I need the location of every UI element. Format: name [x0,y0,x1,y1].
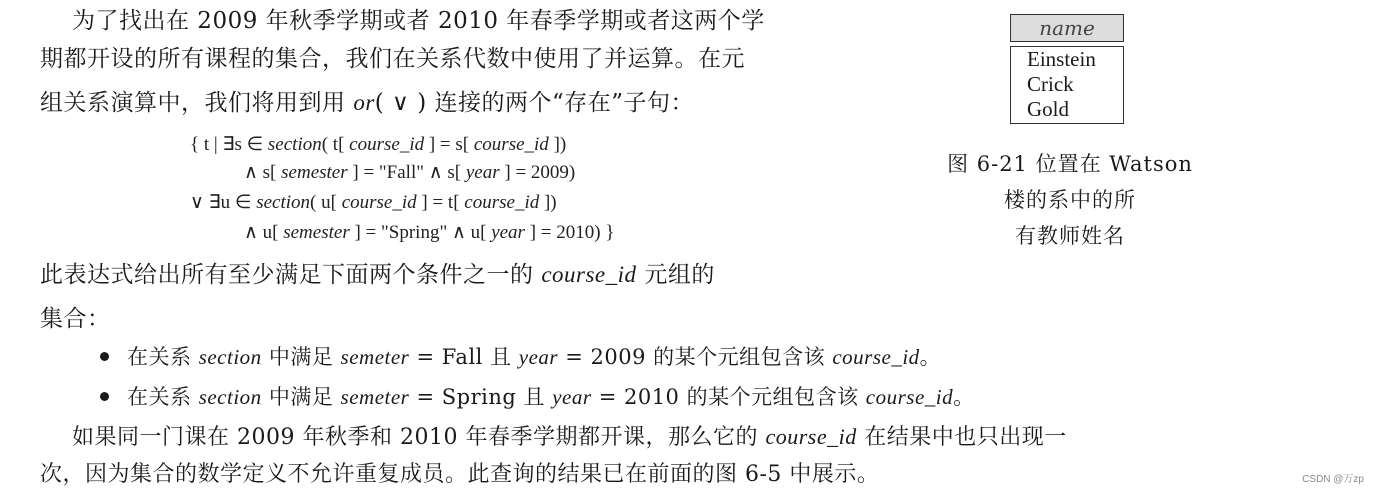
closing-text-1a: 如果同一门课在 2009 年秋季和 2010 年春季学期都开课，那么它的 [72,425,766,450]
intro-text-2: 期都开设的所有课程的集合，我们在关系代数中使用了并运算。在元 [40,46,745,72]
formula-text: ] = t[ [416,192,465,213]
after-text-1a: 此表达式给出所有至少满足下面两个条件之一的 [40,262,542,288]
formula-text: ]) [539,192,557,213]
formula-text: ( t[ [321,134,350,155]
bullet-attr: year [552,385,592,409]
after-line-1 [40,258,715,292]
bullet-attr: semeter [340,345,410,369]
table-row: Gold [1027,97,1069,121]
formula-text: ∧ s[ [244,162,282,183]
after-text-2: 集合： [40,306,111,332]
formula-attr: semester [281,162,348,183]
or-keyword: or [353,90,375,115]
formula-attr: course_id [341,192,417,213]
figure-caption [930,146,1210,254]
bullet-text: = 2009 的某个元组包含该 [558,345,833,369]
watermark: CSDN @万zp [1302,474,1364,485]
intro-text-3b: ( ∨ ) 连接的两个“存在”子句： [374,90,694,116]
bullet-attr: course_id [832,345,920,369]
formula-text: ∧ u[ [244,222,284,243]
formula-text: ] = 2009) [499,162,576,183]
intro-line-2 [40,42,745,76]
bullet-item-2 [100,380,975,414]
figure-table-body [1010,46,1124,124]
intro-text-1: 为了找出在 2009 年秋季学期或者 2010 年春季学期或者这两个学 [72,8,765,34]
bullet-attr: semeter [340,385,410,409]
formula-text: { t | ∃s ∈ [190,134,268,155]
bullet-text: 。 [919,345,942,369]
formula-attr: semester [283,222,350,243]
after-text-1b: 元组的 [636,262,715,288]
formula-text: ( u[ [310,192,342,213]
caption-line-1: 图 6-21 位置在 Watson [947,152,1193,176]
formula-text: ∨ ∃u ∈ [190,192,257,213]
formula-text: ] = 2010) } [524,222,615,243]
table-row: Crick [1027,72,1074,96]
bullet-item-1 [100,340,941,374]
bullet-text: = 2010 的某个元组包含该 [591,385,866,409]
closing-line-2 [40,458,879,492]
intro-line-1 [72,4,765,38]
course-id-term: course_id [765,424,857,449]
bullet-relation: section [198,345,262,369]
formula-text: ]) [548,134,567,155]
after-line-2 [40,302,111,336]
caption-line-3: 有教师姓名 [1015,224,1125,248]
figure-table-header: name [1010,14,1124,42]
closing-text-2: 次，因为集合的数学定义不允许重复成员。此查询的结果已在前面的图 6-5 中展示。 [40,462,880,487]
formula-attr: year [465,162,500,183]
bullet-text: = Fall 且 [409,345,519,369]
table-row: Einstein [1027,47,1096,71]
closing-text-1b: 在结果中也只出现一 [856,425,1067,450]
formula-attr: course_id [464,192,540,213]
closing-line-1 [72,420,1067,455]
course-id-term: course_id [541,262,637,287]
formula-text: ] = "Fall" ∧ s[ [347,162,466,183]
formula-line-3 [190,188,557,218]
bullet-text: 。 [953,385,975,409]
formula-line-2 [244,158,575,188]
bullet-dot-icon [100,392,109,401]
formula-attr: year [491,222,525,243]
bullet-text: 中满足 [261,385,341,409]
bullet-text: = Spring 且 [409,385,553,409]
formula-attr: course_id [473,134,549,155]
bullet-text: 在关系 [127,345,199,369]
intro-line-3 [40,86,694,120]
bullet-relation: section [198,385,262,409]
bullet-text: 中满足 [261,345,341,369]
formula-line-4 [244,218,614,248]
formula-attr: course_id [349,134,425,155]
formula-relation: section [256,192,311,213]
bullet-attr: course_id [865,385,954,409]
formula-relation: section [267,134,322,155]
formula-text: ] = "Spring" ∧ u[ [349,222,492,243]
caption-line-2: 楼的系中的所 [1004,188,1136,212]
bullet-attr: year [518,345,559,369]
bullet-text: 在关系 [127,385,199,409]
bullet-dot-icon [100,352,109,361]
formula-line-1 [190,130,566,160]
formula-text: ] = s[ [424,134,474,155]
intro-text-3a: 组关系演算中，我们将用到用 [40,90,354,116]
